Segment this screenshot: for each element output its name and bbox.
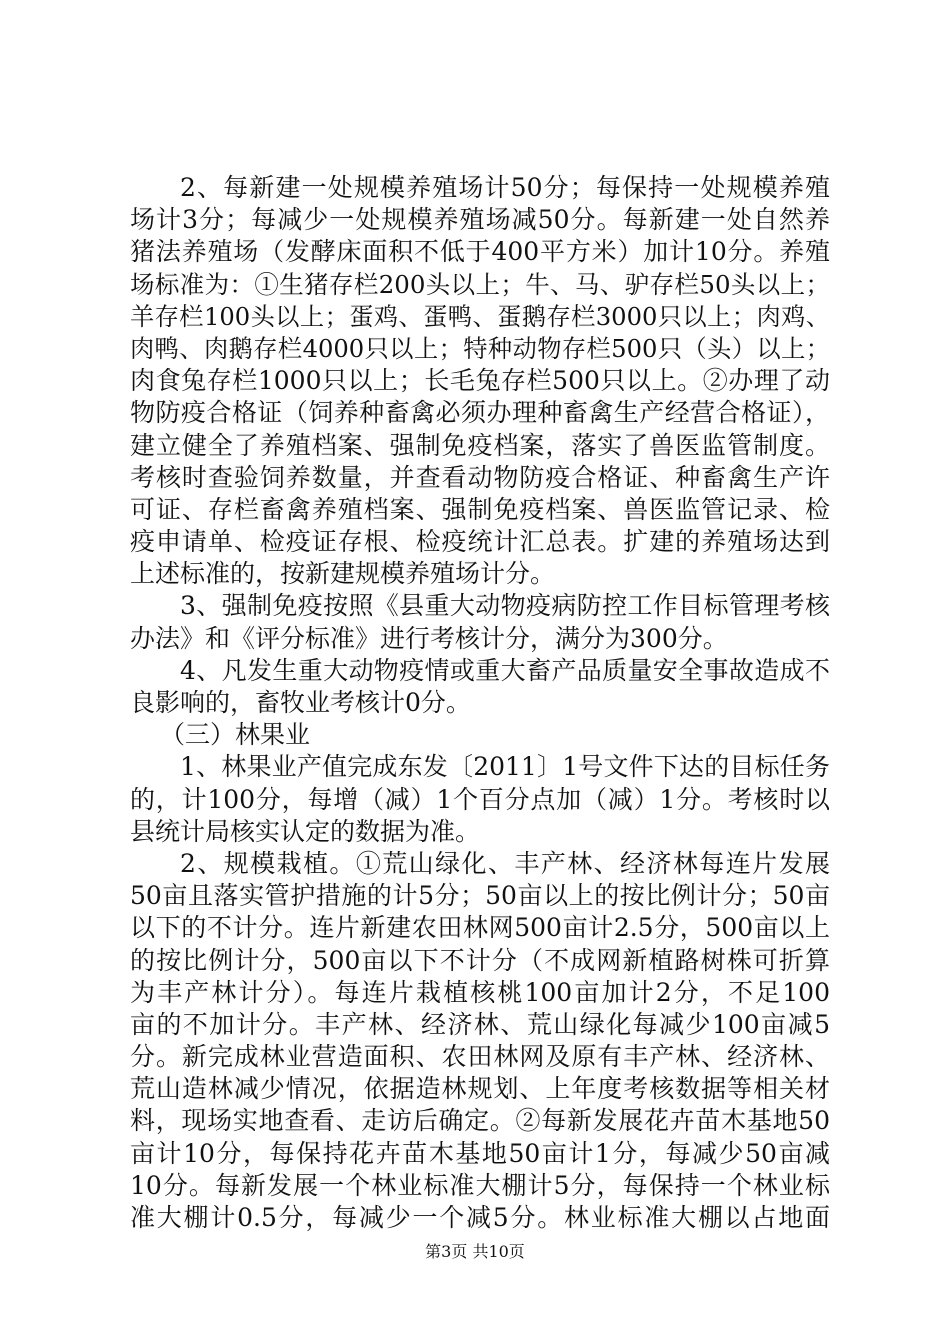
paragraph-line: 疫申请单、检疫证存根、检疫统计汇总表。扩建的养殖场达到 <box>130 527 830 557</box>
paragraph-line: 办法》和《评分标准》进行考核计分，满分为300分。 <box>130 623 728 653</box>
paragraph-line: 3、强制免疫按照《县重大动物疫病防控工作目标管理考核 <box>180 591 830 621</box>
paragraph-line: 1、林果业产值完成东发〔2011〕1号文件下达的目标任务 <box>180 752 830 782</box>
paragraph-line: 县统计局核实认定的数据为准。 <box>130 816 481 846</box>
paragraph-line: 可证、存栏畜禽养殖档案、强制免疫档案、兽医监管记录、检 <box>130 494 830 524</box>
paragraph-line: 准大棚计0.5分，每减少一个减5分。林业标准大棚以占地面 <box>130 1203 830 1232</box>
paragraph-line: 上述标准的，按新建规模养殖场计分。 <box>130 559 556 589</box>
paragraph-line: 考核时查验饲养数量，并查看动物防疫合格证、种畜禽生产许 <box>130 462 830 492</box>
paragraph-line: 2、每新建一处规模养殖场计50分；每保持一处规模养殖 <box>180 173 830 202</box>
section-heading: （三）林果业 <box>160 720 311 750</box>
page-footer <box>0 1242 950 1262</box>
paragraph-line: 2、规模栽植。①荒山绿化、丰产林、经济林每连片发展 <box>180 848 830 878</box>
paragraph-line: 的，计100分，每增（减）1个百分点加（减）1分。考核时以 <box>130 784 830 814</box>
paragraph-line: 羊存栏100头以上；蛋鸡、蛋鸭、蛋鹅存栏3000只以上；肉鸡、 <box>130 302 830 331</box>
paragraph-line: 荒山造林减少情况，依据造林规划、上年度考核数据等相关材 <box>130 1074 830 1104</box>
paragraph-line: 50亩且落实管护措施的计5分；50亩以上的按比例计分；50亩 <box>130 881 830 911</box>
paragraph-line: 料，现场实地查看、走访后确定。②每新发展花卉苗木基地50 <box>130 1106 830 1136</box>
paragraph-line: 4、凡发生重大动物疫情或重大畜产品质量安全事故造成不 <box>180 655 830 685</box>
paragraph-line: 亩计10分，每保持花卉苗木基地50亩计1分，每减少50亩减 <box>130 1138 830 1168</box>
paragraph-line: 以下的不计分。连片新建农田林网500亩计2.5分，500亩以上 <box>130 913 830 943</box>
paragraph-line: 分。新完成林业营造面积、农田林网及原有丰产林、经济林、 <box>130 1042 830 1072</box>
paragraph-line: 物防疫合格证（饲养种畜禽必须办理种畜禽生产经营合格证）， <box>130 398 830 428</box>
paragraph-line: 猪法养殖场（发酵床面积不低于400平方米）加计10分。养殖 <box>130 237 830 267</box>
paragraph-line: 肉食兔存栏1000只以上；长毛兔存栏500只以上。②办理了动 <box>130 366 830 396</box>
paragraph-line: 建立健全了养殖档案、强制免疫档案，落实了兽医监管制度。 <box>130 430 830 460</box>
paragraph-line: 亩的不加计分。丰产林、经济林、荒山绿化每减少100亩减5 <box>130 1009 830 1039</box>
paragraph-line: 为丰产林计分）。每连片栽植核桃100亩加计2分，不足100 <box>130 977 830 1007</box>
paragraph-line: 场标准为：①生猪存栏200头以上；牛、马、驴存栏50头以上； <box>130 269 830 299</box>
paragraph-line: 肉鸭、肉鹅存栏4000只以上；特种动物存栏500只（头）以上； <box>130 334 830 363</box>
paragraph-line: 场计3分；每减少一处规模养殖场减50分。每新建一处自然养 <box>130 205 830 235</box>
paragraph-line: 的按比例计分，500亩以下不计分（不成网新植路树株可折算 <box>130 945 830 975</box>
page-number-label: 第3页 共10页 <box>425 1242 525 1261</box>
paragraph-line: 良影响的，畜牧业考核计0分。 <box>130 688 471 717</box>
document-body <box>130 172 830 1234</box>
paragraph-line: 10分。每新发展一个林业标准大棚计5分，每保持一个林业标 <box>130 1170 830 1200</box>
